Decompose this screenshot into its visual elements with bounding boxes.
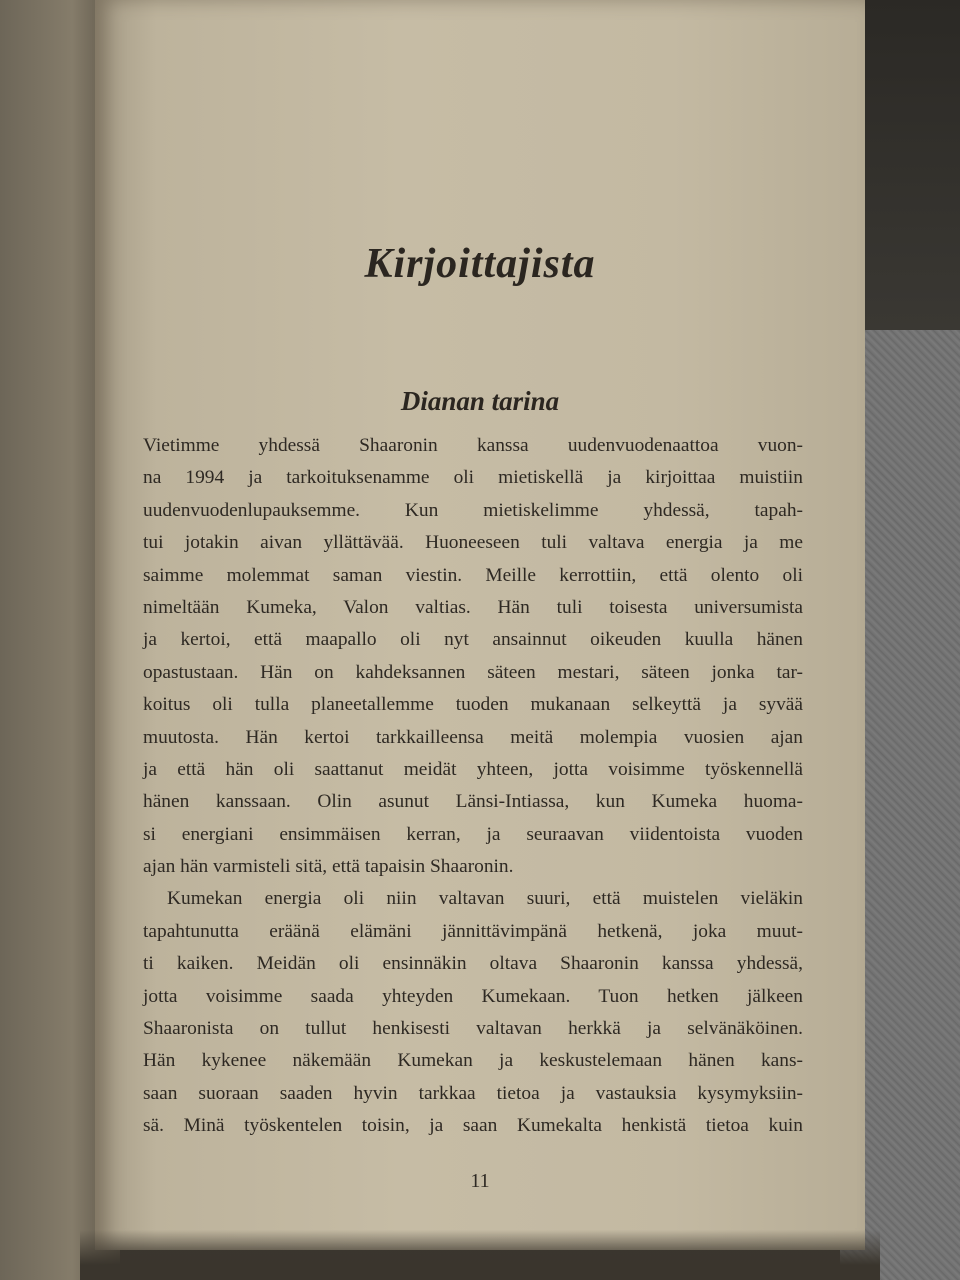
text-line: na 1994 ja tarkoituksenamme oli mietiskellä ja kirjoittaa muistiin xyxy=(143,467,803,489)
chapter-title: Kirjoittajista xyxy=(364,241,596,287)
text-line: sä. Minä työskentelen toisin, ja saan Kumekalta henkistä tietoa kuin xyxy=(143,1115,803,1137)
section-title: Dianan tarina xyxy=(400,386,560,416)
text-line: tapahtunutta eräänä elämäni jännittävimpänä hetkenä, joka muut- xyxy=(143,920,803,942)
text-line: muutosta. Hän kertoi tarkkailleensa meitä molempia vuosien ajan xyxy=(143,726,803,748)
text-line: opastustaan. Hän on kahdeksannen säteen mestari, säteen jonka tar- xyxy=(143,661,803,683)
text-line: Kumekan energia oli niin valtavan suuri, että muistelen vieläkin xyxy=(167,888,803,910)
text-line: Vietimme yhdessä Shaaronin kanssa uudenvuodenaattoa vuon- xyxy=(143,435,803,456)
text-line: jotta voisimme saada yhteyden Kumekaan. Tuon hetken jälkeen xyxy=(143,985,803,1007)
text-line: hänen kanssaan. Olin asunut Länsi-Intiassa, kun Kumeka huoma- xyxy=(143,791,803,813)
text-line: si energiani ensimmäisen kerran, ja seuraavan viidentoista vuoden xyxy=(143,823,803,845)
paragraph-1 xyxy=(143,430,803,883)
text-line: nimeltään Kumeka, Valon valtias. Hän tuli toisesta universumista xyxy=(143,596,803,618)
text-line: saan suoraan saaden hyvin tarkkaa tietoa ja vastauksia kysymyksiin- xyxy=(143,1082,803,1104)
text-line: Shaaronista on tullut henkisesti valtavan herkkä ja selvänäköinen. xyxy=(143,1018,803,1040)
text-line: koitus oli tulla planeetallemme tuoden mukanaan selkeyttä ja syvää xyxy=(143,694,803,716)
text-line: tui jotakin aivan yllättävää. Huoneeseen tuli valtava energia ja me xyxy=(143,532,803,554)
text-line: saimme molemmat saman viestin. Meille kerrottiin, että olento oli xyxy=(143,564,803,586)
paragraph-2 xyxy=(143,883,803,1142)
text-line: Hän kykenee näkemään Kumekan ja keskustelemaan hänen kans- xyxy=(143,1050,803,1072)
text-line: ti kaiken. Meidän oli ensinnäkin oltava Shaaronin kanssa yhdessä, xyxy=(143,953,803,975)
text-line: uudenvuodenlupauksemme. Kun mietiskelimme yhdessä, tapah- xyxy=(143,499,803,521)
text-line: ja kertoi, että maapallo oli nyt ansainnut oikeuden kuulla hänen xyxy=(143,629,803,651)
page-number: 11 xyxy=(470,1170,490,1192)
text-line: ja että hän oli saattanut meidät yhteen, jotta voisimme työskennellä xyxy=(143,758,803,780)
page-bottom-shadow xyxy=(80,1230,880,1280)
body-text xyxy=(143,430,803,1143)
text-line: ajan hän varmisteli sitä, että tapaisin Shaaronin. xyxy=(143,856,514,878)
